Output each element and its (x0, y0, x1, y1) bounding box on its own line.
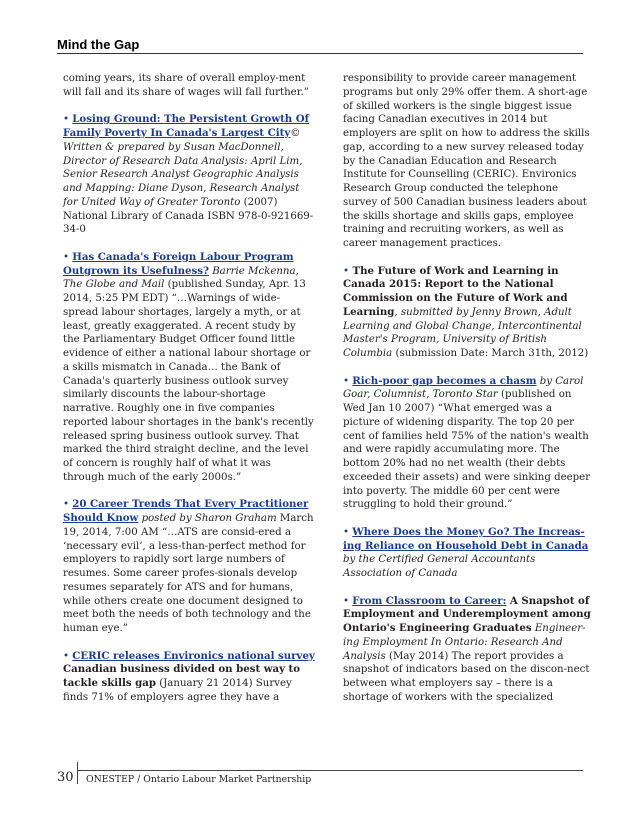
entry-ceric (63, 650, 315, 705)
link-rich-poor-gap[interactable]: Rich-poor gap becomes a chasm (352, 374, 537, 387)
bullet-icon: • (63, 499, 70, 511)
footer-rule (78, 770, 583, 771)
bullet-icon: • (343, 526, 350, 538)
entry-authors: by Carol Goar, Columnist, Toronto Star (343, 375, 584, 401)
entry-details: (published on Wed Jan 10 2007) “What emerged was a picture of widening disparity. The top 20 per cent of families held 75% of the nation's wealth and were rapidly accumulating more. The bottom 20% had no net wealth (their debts exceeded their assets) and were sinking deeper into poverty. The middle 60 per cent were struggling to hold their ground.” (343, 389, 591, 511)
copyright-mark: © (290, 128, 301, 139)
bullet-icon: • (343, 265, 350, 277)
entry-source: Engineer-ing Employment In Ontario: Research And Analysis (343, 623, 586, 662)
entry-details: March 19, 2014, 7:00 AM “…ATS are consid-ered a ‘necessary evil’, a less-than-perfect method for employers to rapidly sort large numbers of resumes. Some career profes-sionals develop resumes separately for ATS and for humans, while others create one document designed to meet both the needs of both technology and the human eye.” (63, 513, 314, 634)
entry-authors: Barrie Mckenna, The Globe and Mail (63, 265, 299, 291)
left-column (63, 72, 315, 718)
right-continuation-paragraph: responsibility to provide career management programs but only 29% offer them. A short-age of skilled workers is the single biggest issue facing Canadian executives in 2014 but employers are split on how to address the skills gap, according to a new survey released today by the Canadian Education and Research Institute for Counselling (CERIC). Environics Research Group conducted the telephone survey of 500 Canadian business leaders about the skills shortage and skills gaps, employee training and recruiting workers, as well as career management practices. (343, 73, 590, 249)
entry-career-trends (63, 498, 315, 636)
entry-losing-ground (63, 113, 315, 237)
footer-publication: ONESTEP / Ontario Labour Market Partnership (86, 774, 312, 785)
bullet-icon: • (343, 375, 350, 387)
bullet-icon: • (343, 595, 350, 607)
entry-authors: posted by Sharon Graham (138, 513, 277, 524)
left-continuation-paragraph: coming years, its share of overall employ-ment will fall and its share of wages will fall further.” (63, 73, 309, 98)
link-classroom-to-career[interactable]: From Classroom to Career: (352, 594, 507, 607)
entry-where-does-money-go (343, 526, 591, 581)
entry-headline: The Future of Work and Learning in Canada 2015: Report to the National Commission on the Future of Work and Learning (343, 264, 568, 318)
entry-rich-poor-gap (343, 375, 591, 513)
link-foreign-labour[interactable]: Has Canada's Foreign Labour Program Outgrown its Usefulness? (63, 250, 294, 277)
page-header-title: Mind the Gap (57, 37, 140, 52)
entry-headline: A Snapshot of Employment and Underemployment among Ontario's Engineering Graduates (343, 594, 591, 634)
link-where-does-money-go[interactable]: Where Does the Money Go? The Increas-ing Reliance on Household Debt in Canada (343, 525, 589, 552)
entry-details: (May 2014) The report provides a snapshot of indicators based on the discon-nect between what employers say – there is a shortage of workers with the specialized (343, 650, 590, 703)
bullet-icon: • (63, 650, 70, 662)
entry-details: (2007) National Library of Canada ISBN 978-0-921669-34-0 (63, 196, 314, 236)
bullet-icon: • (63, 251, 70, 263)
entry-classroom-to-career (343, 595, 591, 705)
entry-authors: Written & prepared by Susan MacDonnell, Director of Research Data Analysis: April Lim, Senior Research Analyst Geographic Analysis and Mapping: Diane Dyson, Research Analyst for United Way of Greater Toronto (63, 141, 303, 208)
right-column (343, 72, 591, 718)
header-rule (57, 53, 583, 54)
entry-future-of-work (343, 265, 591, 361)
link-career-trends[interactable]: 20 Career Trends That Every Practitioner Should Know (63, 498, 309, 524)
link-ceric[interactable]: CERIC releases Environics national survey (72, 649, 315, 662)
entry-headline: Canadian business divided on best way to tackle skills gap (63, 663, 301, 689)
page-number: 30 (57, 770, 74, 785)
entry-foreign-labour (63, 251, 315, 485)
link-losing-ground[interactable]: Losing Ground: The Persistent Growth Of Family Poverty In Canada's Largest City (63, 113, 310, 139)
entry-authors: , submitted by Jenny Brown, Adult Learning and Global Change, Intercontinental Master's Program, University of British Columbia (343, 306, 582, 359)
footer-vertical-rule (77, 762, 78, 784)
entry-details: (submission Date: March 31th, 2012) (392, 348, 589, 359)
entry-details: (published Sunday, Apr. 13 2014, 5:25 PM EDT) “…Warnings of wide-spread labour shortages, largely a myth, or at least, greatly exaggerated. A recent study by the Parliamentary Budget Officer found little evidence of either a national labour shortage or a skills mismatch in Canada… the Bank of Canada's quarterly business outlook survey similarly discounts the labour-shortage narrative. Roughly one in five companies reported labour shortages in the bank's recently released spring business outlook survey. That marked the third straight decline, and the level of concern is roughly half of what it was through much of the early 2000s.” (63, 279, 314, 483)
bullet-icon: • (63, 114, 70, 126)
entry-authors: by the Certified General Accountants Association of Canada (343, 554, 536, 579)
entry-details: (January 21 2014) Survey finds 71% of employers agree they have a (63, 678, 292, 703)
